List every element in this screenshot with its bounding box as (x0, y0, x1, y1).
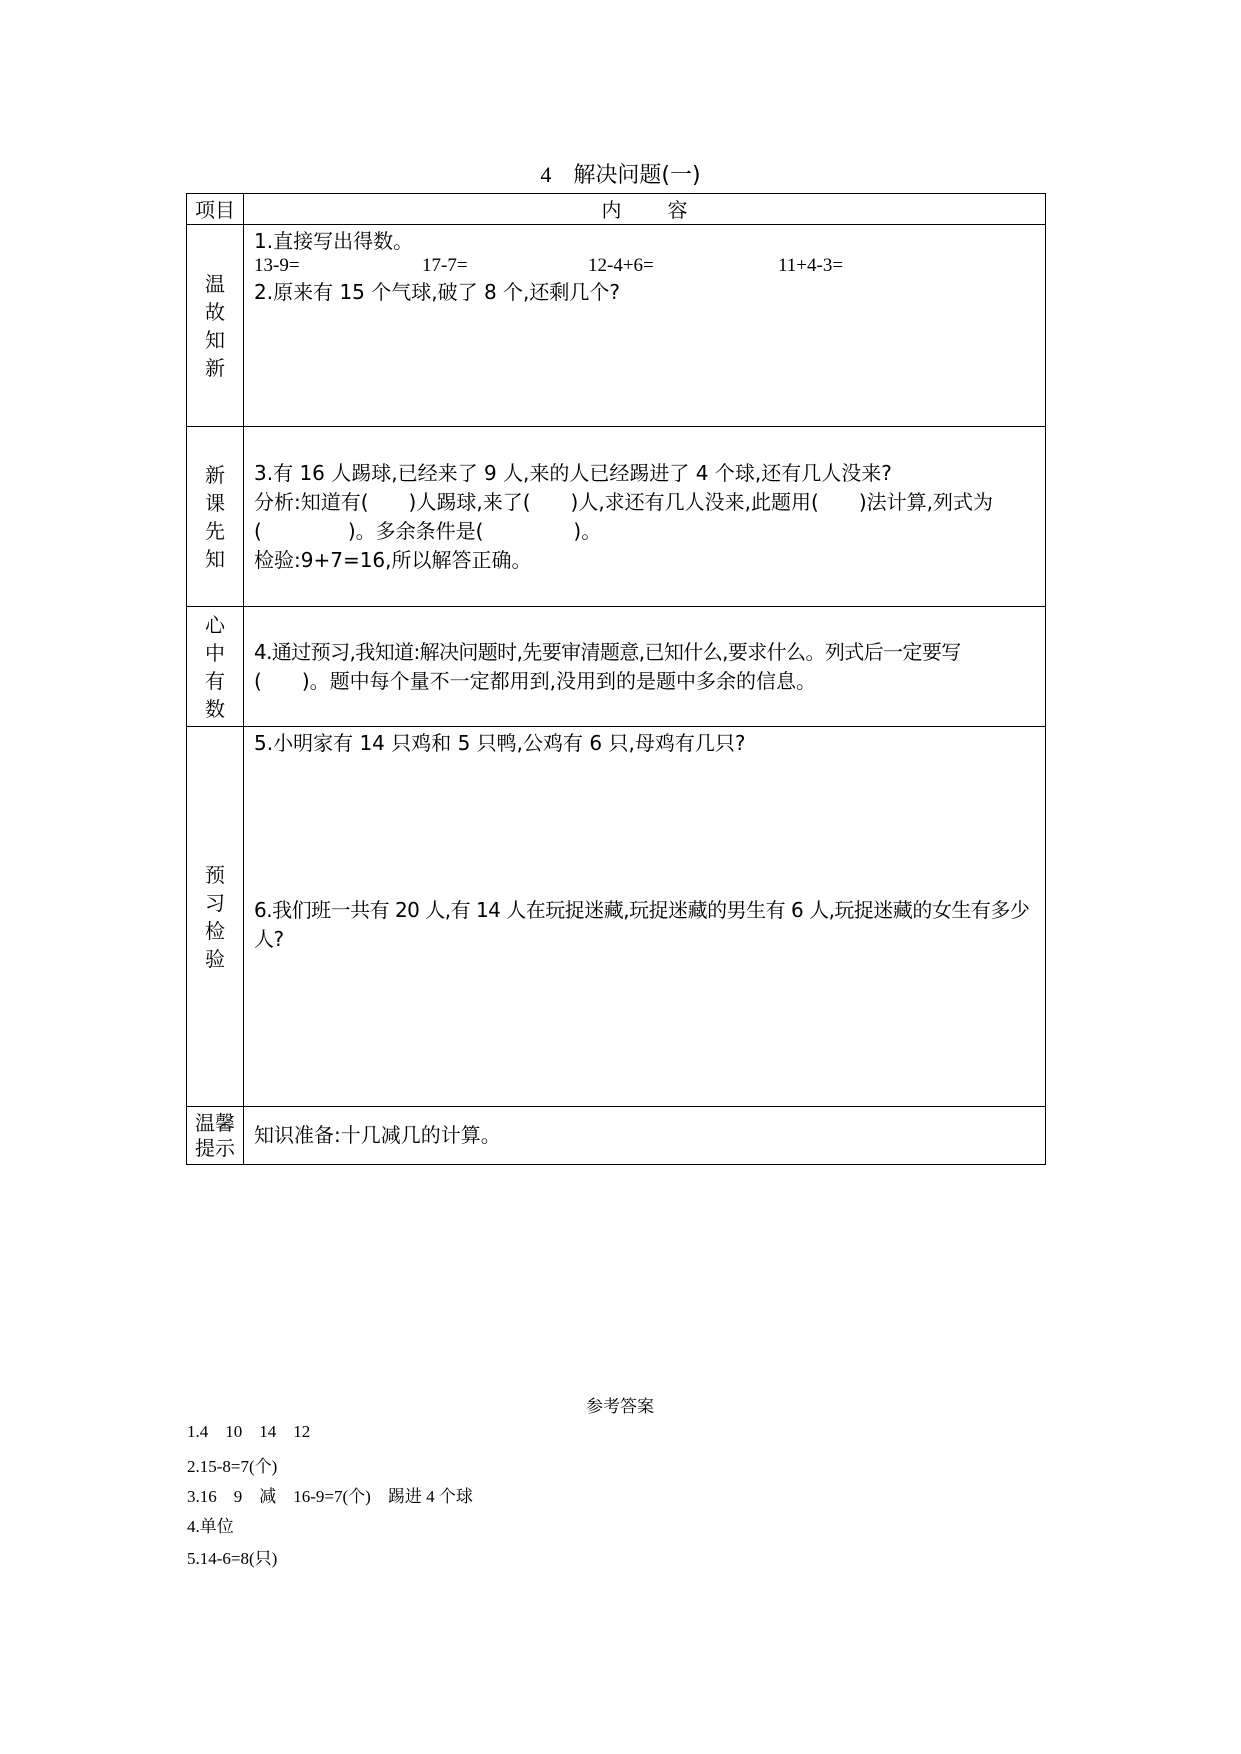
analysis-line (254, 488, 1035, 517)
answer-line: 2.15-8=7(个) (187, 1457, 278, 1476)
row-practice (187, 727, 1046, 1107)
answer-line: 4.单位 (187, 1517, 234, 1536)
title-text: 解决问题(一) (573, 163, 701, 188)
calc-item: 11+4-3= (778, 255, 844, 276)
row-content (244, 427, 1046, 607)
analysis-part: )人踢球,来了( (408, 489, 531, 514)
row-tip (187, 1107, 1046, 1165)
answer-line: 1.4 10 14 12 (187, 1422, 311, 1441)
q4-part: ( (254, 668, 262, 693)
analysis-part: ( (254, 518, 262, 543)
row-review (187, 225, 1046, 427)
calc-item: 13-9= (254, 255, 300, 276)
check-line: 检验:9+7=16,所以解答正确。 (254, 547, 532, 572)
row-label-text: 预习检验 (205, 862, 225, 971)
question-6: 6.我们班一共有 20 人,有 14 人在玩捉迷藏,玩捉迷藏的男生有 6 人,玩捉迷藏的女生有多少人? (254, 898, 1030, 951)
answer-line: 3.16 9 减 16-9=7(个) 踢进 4 个球 (187, 1487, 473, 1506)
question-4-line-2 (254, 667, 1035, 696)
question-3: 3.有 16 人踢球,已经来了 9 人,来的人已经踢进了 4 个球,还有几人没来? (254, 460, 892, 485)
answer-line: 5.14-6=8(只) (187, 1549, 278, 1568)
row-label-text: 温故知新 (205, 271, 225, 380)
header-row (187, 194, 1046, 225)
title-number: 4 (540, 162, 552, 187)
answer-key-title: 参考答案 (586, 1397, 654, 1417)
row-content (244, 607, 1046, 727)
analysis-part: )法计算,列式为 (858, 489, 994, 514)
row-summary (187, 607, 1046, 727)
row-content (244, 1107, 1046, 1165)
analysis-part: )。多余条件是( (347, 518, 484, 543)
row-label (187, 607, 244, 727)
row-label-text: 心中有数 (205, 612, 225, 721)
row-content (244, 727, 1046, 1107)
header-content (244, 194, 1046, 225)
analysis-line-2 (254, 517, 1035, 546)
analysis-part: )人,求还有几人没来,此题用( (570, 489, 819, 514)
answer-space[interactable] (254, 758, 1035, 896)
header-content-left: 内 (601, 198, 622, 222)
row-label (187, 427, 244, 607)
header-content-right: 容 (667, 198, 688, 222)
row-label (187, 225, 244, 427)
calc-item: 12-4+6= (588, 255, 654, 276)
analysis-part: 分析:知道有( (254, 489, 369, 514)
question-4: 4.通过预习,我知道:解决问题时,先要审清题意,已知什么,要求什么。列式后一定要写 (254, 639, 961, 664)
tip-text: 知识准备:十几减几的计算。 (254, 1123, 501, 1147)
question-2: 2.原来有 15 个气球,破了 8 个,还剩几个? (254, 280, 621, 304)
question-1: 1.直接写出得数。 (254, 229, 414, 253)
question-5: 5.小明家有 14 只鸡和 5 只鸭,公鸡有 6 只,母鸡有几只? (254, 731, 746, 755)
row-label (187, 1107, 244, 1165)
row-label-text: 新课先知 (205, 462, 225, 571)
worksheet-table (186, 193, 1046, 1165)
calc-item: 17-7= (422, 255, 468, 276)
row-label-text: 温馨提示 (195, 1110, 235, 1160)
q4-part: )。题中每个量不一定都用到,没用到的是题中多余的信息。 (301, 668, 816, 693)
header-label: 项目 (187, 194, 244, 225)
row-label (187, 727, 244, 1107)
worksheet-title (0, 158, 1241, 189)
row-preview (187, 427, 1046, 607)
analysis-part: )。 (573, 518, 602, 543)
row-content (244, 225, 1046, 427)
calc-row (254, 256, 1035, 276)
